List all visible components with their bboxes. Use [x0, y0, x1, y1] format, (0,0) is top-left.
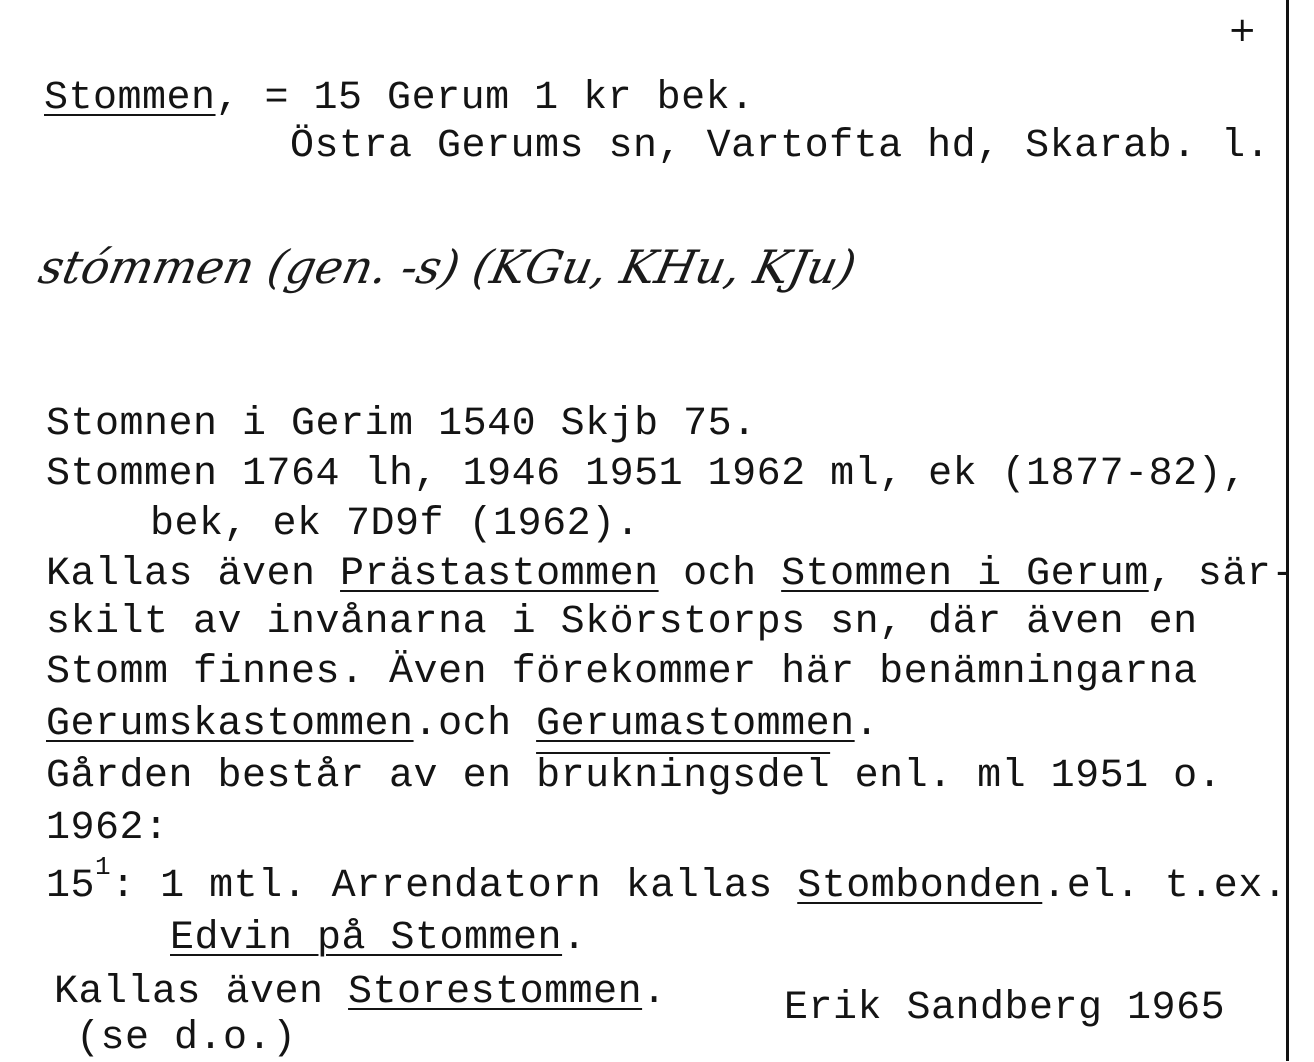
text-line-10	[46, 852, 1288, 912]
text-segment: .	[642, 970, 667, 1015]
name-stommen-i-gerum: Stommen i Gerum	[781, 552, 1149, 597]
name-edvin-pa-stommen: Edvin på Stommen	[170, 916, 563, 961]
term-brukningsdel: brukningsdel	[536, 754, 831, 799]
name-stombonden: Stombonden	[797, 864, 1043, 909]
text-line-6: Stomm finnes. Även förekommer här benämningarna	[46, 650, 1198, 695]
signature: Erik Sandberg 1965	[784, 986, 1226, 1031]
text-line-3: bek, ek 7D9f (1962).	[150, 502, 641, 547]
name-prastastommen: Prästastommen	[340, 552, 659, 597]
text-segment: och	[658, 552, 782, 597]
plus-mark: +	[1228, 10, 1257, 50]
text-segment: .el. t.ex.	[1042, 864, 1288, 909]
text-segment: Gården består av en	[46, 754, 537, 799]
text-segment: , sär-	[1148, 552, 1296, 597]
text-line-7	[46, 702, 879, 748]
text-line-13: (se d.o.)	[76, 1016, 297, 1061]
text-line-5: skilt av invånarna i Skörstorps sn, där även en	[46, 600, 1198, 645]
text-line-9: 1962:	[46, 806, 169, 851]
handwritten-pronunciation: stómmen (gen. -s) (KGu, KHu, KJu)	[34, 240, 862, 294]
name-gerumskastommen: Gerumskastommen	[46, 702, 414, 747]
text-line-2: Stommen 1764 lh, 1946 1951 1962 ml, ek (1877-82),	[46, 452, 1247, 497]
name-storestommen: Storestommen	[348, 970, 643, 1015]
text-segment: : 1 mtl. Arrendatorn kallas	[111, 864, 798, 909]
text-segment: 15	[46, 864, 96, 909]
text-segment: .	[562, 916, 587, 961]
header-line	[44, 76, 755, 122]
header-rest: , = 15 Gerum 1 kr bek.	[215, 76, 755, 121]
text-line-11	[170, 916, 587, 962]
header-word: Stommen	[44, 76, 216, 121]
superscript: 1	[95, 852, 112, 882]
text-line-8	[46, 754, 1222, 800]
text-segment: .och	[413, 702, 537, 747]
name-gerumastommen: Gerumastommen	[536, 702, 855, 747]
text-segment: Kallas även	[54, 970, 349, 1015]
text-line-12	[54, 970, 667, 1016]
location-line: Östra Gerums sn, Vartofta hd, Skarab. l.	[290, 124, 1271, 169]
text-segment: Kallas även	[46, 552, 341, 597]
text-segment: enl. ml 1951 o.	[830, 754, 1223, 799]
text-line-4	[46, 552, 1296, 598]
text-segment: .	[854, 702, 880, 747]
text-line-1: Stomnen i Gerim 1540 Skjb 75.	[46, 402, 757, 447]
